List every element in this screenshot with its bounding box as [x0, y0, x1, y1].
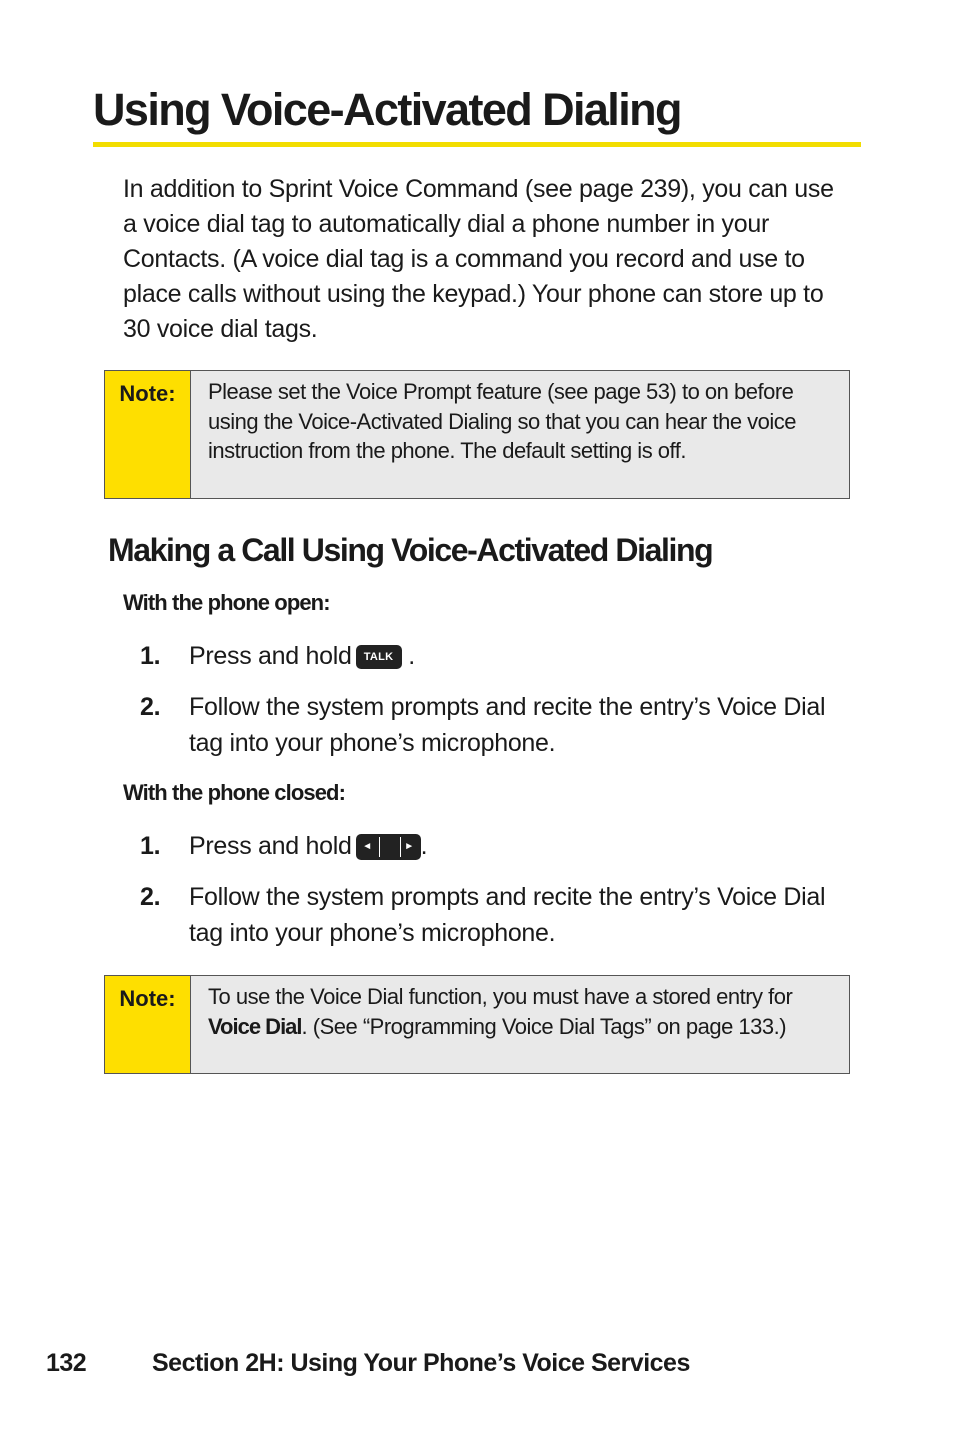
step-closed-2	[140, 879, 850, 951]
step-text: Press and hold	[189, 832, 352, 860]
side-voice-key-icon	[356, 834, 421, 860]
step-open-1: 1. Press and hold TALK .	[140, 638, 850, 674]
step-open-2	[140, 689, 850, 761]
side-key-left-icon: ◄	[359, 837, 376, 857]
side-key-right-icon: ►	[400, 837, 418, 857]
page-number: 132	[46, 1349, 87, 1377]
voice-dial-term: Voice Dial	[208, 1013, 302, 1039]
note-box-voice-prompt	[104, 370, 850, 499]
step-text: Follow the system prompts and recite the entry’s Voice Dial tag into your phone’s microphone.	[189, 883, 826, 947]
note-box-voice-dial	[104, 975, 850, 1074]
section-heading: Making a Call Using Voice-Activated Dialing	[108, 532, 713, 568]
page-title: Using Voice-Activated Dialing	[93, 82, 861, 147]
footer-section-title: Section 2H: Using Your Phone’s Voice Services	[152, 1349, 690, 1377]
intro-paragraph: In addition to Sprint Voice Command (see page 239), you can use a voice dial tag to automatically dial a phone number in your Contacts. (A voice dial tag is a command you record and use to place calls without using the keypad.) Your phone can store up to 30 voice dial tags.	[123, 175, 834, 343]
note-label: Note:	[105, 371, 191, 498]
step-number: 2.	[140, 883, 161, 911]
phone-open-label: With the phone open:	[123, 590, 330, 615]
page-footer	[46, 1349, 690, 1378]
talk-key-icon: TALK	[356, 645, 402, 669]
step-text: Follow the system prompts and recite the entry’s Voice Dial tag into your phone’s microphone.	[189, 693, 826, 757]
step-number: 2.	[140, 693, 161, 721]
step-text: Press and hold	[189, 642, 352, 670]
phone-closed-label: With the phone closed:	[123, 780, 345, 805]
note-label: Note:	[105, 976, 191, 1073]
note-text: Please set the Voice Prompt feature (see page 53) to on before using the Voice-Activated Dialing so that you can hear the voice instruction from the phone. The default setting is off.	[208, 379, 797, 463]
step-number: 1.	[140, 642, 161, 670]
note-text: To use the Voice Dial function, you must have a stored entry for Voice Dial. (See “Programming Voice Dial Tags” on page 133.)	[208, 984, 793, 1039]
step-closed-1: 1. Press and hold ◄ ► .	[140, 828, 850, 864]
step-number: 1.	[140, 832, 161, 860]
